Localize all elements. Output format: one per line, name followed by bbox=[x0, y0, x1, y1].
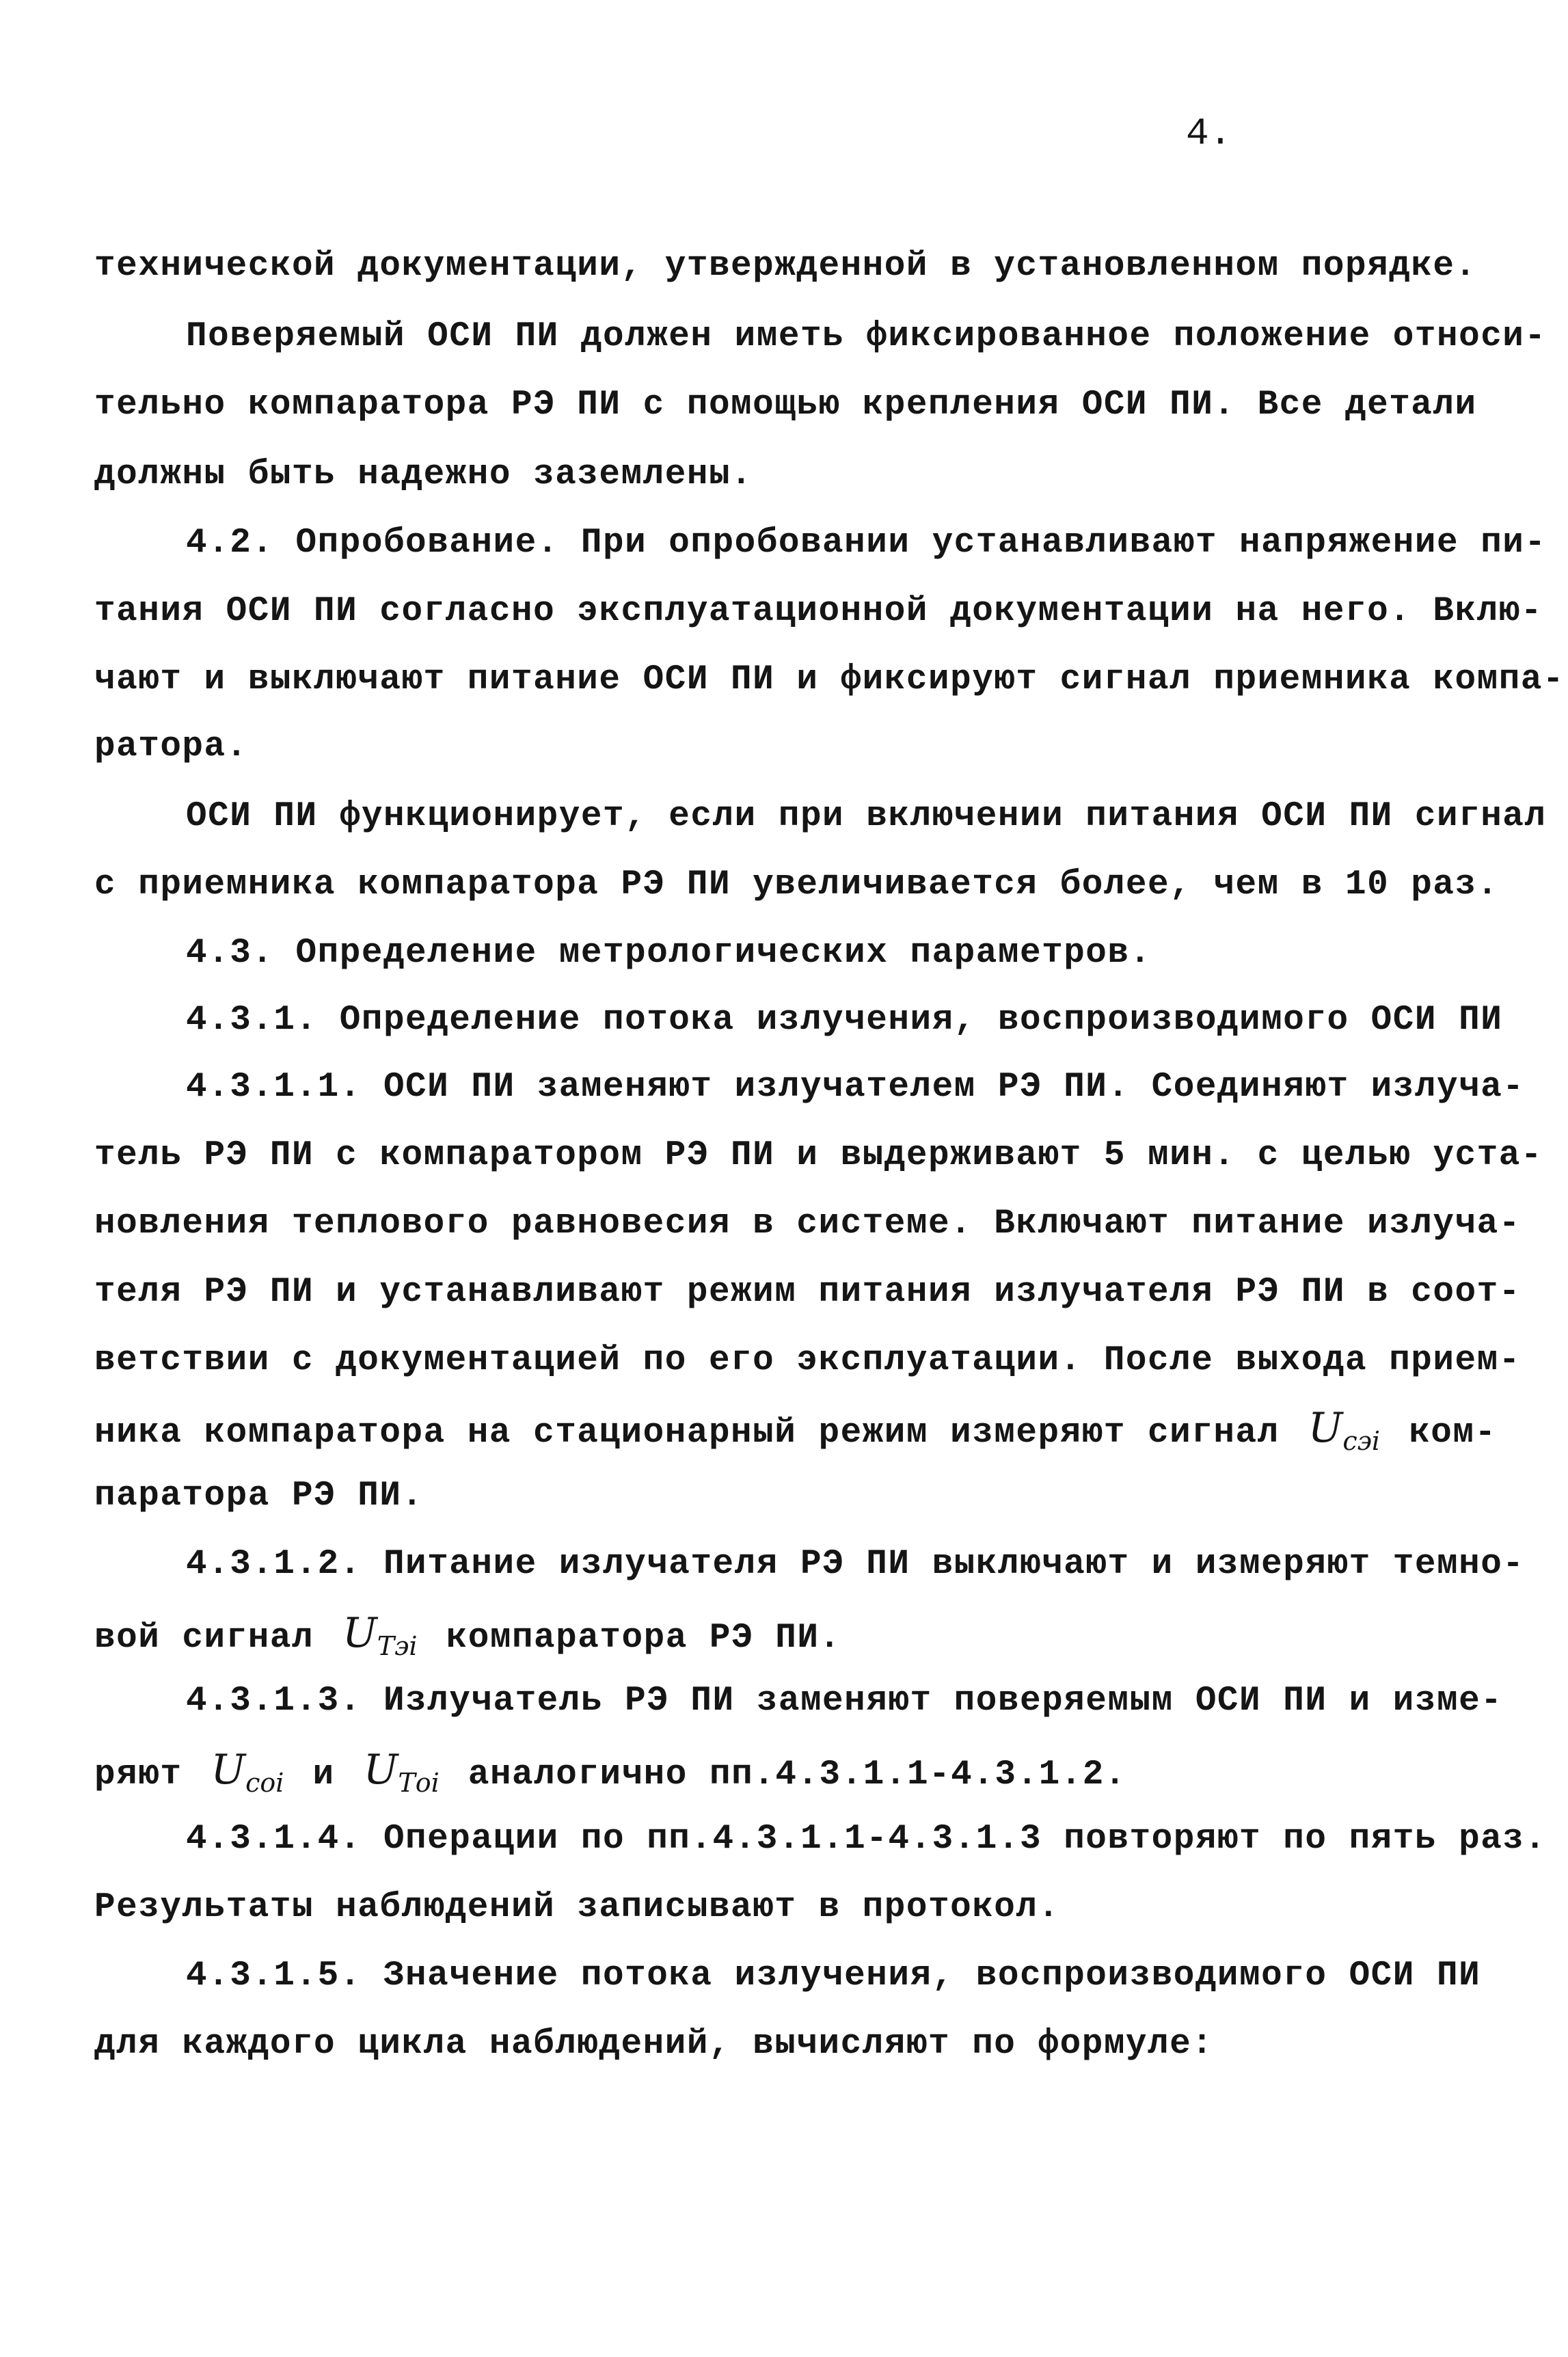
text-line: 4.3. Определение метрологических параметров. bbox=[186, 934, 1152, 973]
text-line: тания ОСИ ПИ согласно эксплуатационной документации на него. Вклю- bbox=[94, 592, 1543, 631]
text-line: 4.3.1.2. Питание излучателя РЭ ПИ выключают и измеряют темно- bbox=[186, 1545, 1525, 1584]
text-line: паратора РЭ ПИ. bbox=[94, 1477, 424, 1516]
text-line: 4.3.1. Определение потока излучения, воспроизводимого ОСИ ПИ bbox=[186, 1001, 1503, 1040]
text-segment: ком- bbox=[1409, 1414, 1497, 1453]
symbol-u-tei bbox=[342, 1609, 417, 1670]
symbol-base: U bbox=[211, 1746, 246, 1794]
text-line: 4.3.1.1. ОСИ ПИ заменяют излучателем РЭ ПИ. Соединяют излуча- bbox=[186, 1068, 1525, 1107]
symbol-subscript: сoi bbox=[245, 1768, 284, 1798]
text-segment: ряют bbox=[94, 1755, 183, 1794]
text-line-with-symbol bbox=[94, 1609, 841, 1670]
text-line: ветствии с документацией по его эксплуатации. После выхода прием- bbox=[94, 1341, 1521, 1380]
text-line: 4.2. Опробование. При опробовании устанавливают напряжение пи- bbox=[186, 524, 1547, 563]
text-line: технической документации, утвержденной в установленном порядке. bbox=[94, 247, 1477, 286]
text-line: Поверяемый ОСИ ПИ должен иметь фиксированное положение относи- bbox=[186, 317, 1547, 356]
text-line: для каждого цикла наблюдений, вычисляют по формуле: bbox=[94, 2025, 1214, 2064]
text-segment: ника компаратора на стационарный режим измеряют сигнал bbox=[94, 1414, 1280, 1453]
text-line: ОСИ ПИ функционирует, если при включении питания ОСИ ПИ сигнал bbox=[186, 797, 1547, 836]
symbol-base: U bbox=[363, 1746, 398, 1794]
symbol-u-soi bbox=[211, 1746, 284, 1807]
text-line: тель РЭ ПИ с компаратором РЭ ПИ и выдерживают 5 мин. с целью уста- bbox=[94, 1136, 1543, 1175]
symbol-u-toi bbox=[364, 1746, 440, 1807]
text-line: Результаты наблюдений записывают в протокол. bbox=[94, 1888, 1060, 1927]
text-segment: и bbox=[312, 1755, 335, 1794]
symbol-base: U bbox=[342, 1609, 377, 1657]
symbol-subscript: Тoi bbox=[398, 1768, 440, 1798]
text-segment: аналогично пп.4.3.1.1-4.3.1.2. bbox=[468, 1755, 1126, 1794]
page-number: 4. bbox=[1186, 111, 1232, 155]
text-line-with-symbol bbox=[94, 1404, 1497, 1465]
symbol-base: U bbox=[1308, 1404, 1343, 1452]
text-line: 4.3.1.4. Операции по пп.4.3.1.1-4.3.1.3 повторяют по пять раз. bbox=[186, 1820, 1547, 1859]
text-line: ратора. bbox=[94, 727, 248, 766]
text-line: с приемника компаратора РЭ ПИ увеличивается более, чем в 10 раз. bbox=[94, 865, 1499, 904]
text-line: должны быть надежно заземлены. bbox=[94, 455, 753, 494]
text-line-with-symbol bbox=[94, 1746, 1126, 1807]
text-line: чают и выключают питание ОСИ ПИ и фиксируют сигнал приемника компа- bbox=[94, 660, 1565, 699]
text-line: новления теплового равновесия в системе. Включают питание излуча- bbox=[94, 1204, 1521, 1243]
text-line: теля РЭ ПИ и устанавливают режим питания излучателя РЭ ПИ в соот- bbox=[94, 1273, 1521, 1312]
symbol-u-sei bbox=[1308, 1404, 1380, 1465]
text-line: 4.3.1.3. Излучатель РЭ ПИ заменяют поверяемым ОСИ ПИ и изме- bbox=[186, 1682, 1503, 1721]
text-line: 4.3.1.5. Значение потока излучения, воспроизводимого ОСИ ПИ bbox=[186, 1956, 1481, 1995]
symbol-subscript: Тэi bbox=[377, 1631, 418, 1661]
symbol-subscript: сэi bbox=[1342, 1426, 1381, 1456]
text-line: тельно компаратора РЭ ПИ с помощью крепления ОСИ ПИ. Все детали bbox=[94, 386, 1477, 425]
text-segment: вой сигнал bbox=[94, 1619, 314, 1658]
text-segment: компаратора РЭ ПИ. bbox=[446, 1619, 841, 1658]
